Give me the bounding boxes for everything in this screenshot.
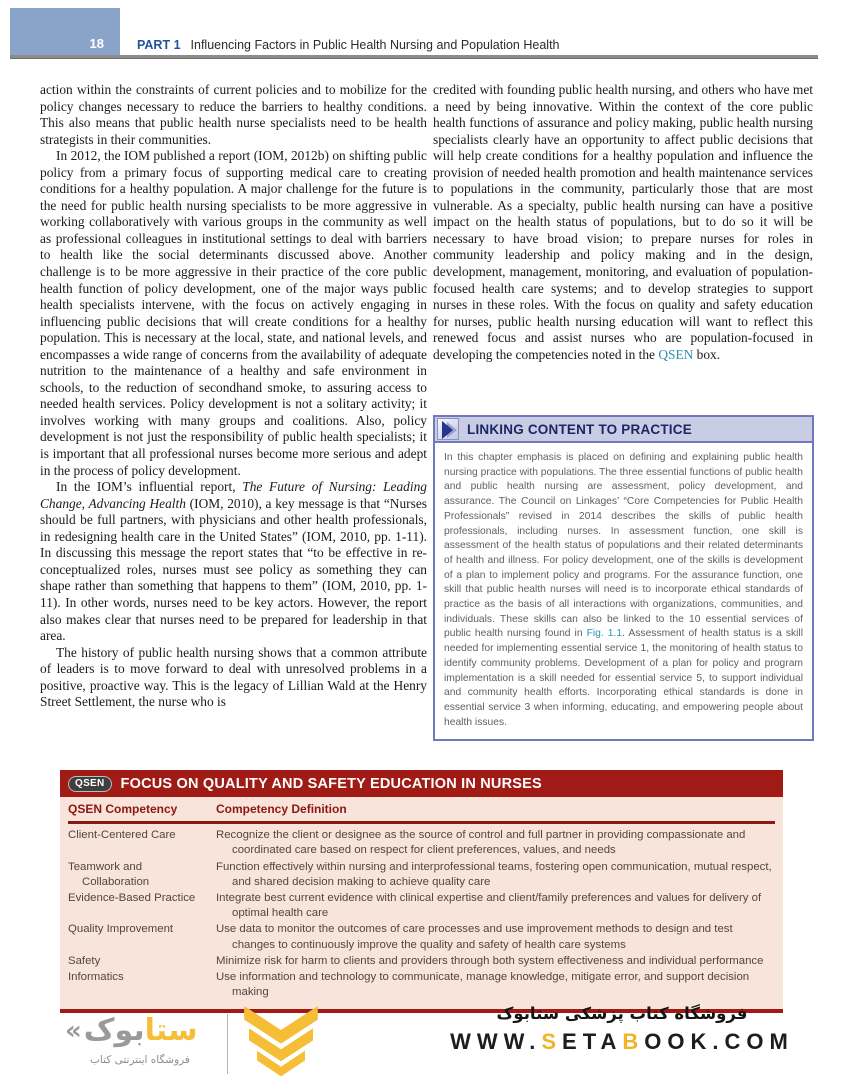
header-rule (10, 55, 818, 59)
definition-cell: Integrate best current evidence with clinical expertise and client/family preferences and values for delivery of optimal health care (216, 892, 762, 920)
part-label: PART 1 (137, 38, 181, 52)
definition-cell: Minimize risk for harm to clients and providers through both system effectiveness and individual performance (216, 954, 764, 967)
competency-cell: Evidence-Based Practice (68, 892, 196, 905)
right-text-column (433, 82, 813, 363)
box-text: . Assessment of health status is a skill needed for implementing essential service 1, the monitoring of health status to identify community problems. Development of a plan for policy and program implementation is a skill needed for essential service 5, to support individual and community health efforts. Incorporating ethical standards is done in essential service 3 when informing, educating, and empowering people about health issues. (444, 628, 803, 728)
page-number-block (10, 8, 120, 57)
qsen-table-body (60, 797, 783, 1013)
column-header-definition: Competency Definition (216, 802, 347, 816)
linking-content-body (435, 443, 812, 739)
column-header-competency: QSEN Competency (68, 802, 178, 816)
table-row (68, 891, 775, 921)
paragraph: In 2012, the IOM published a report (IOM, 2012b) on shifting public policy from a primary focus of supporting medical care to creating conditions for a healthy population. A major challenge for the future is the need for public health nursing specialists to be more aggressive in working collaboratively with various groups in the community as well as professional colleagues in institutional settings to deal with barriers to health like the social determinants discussed above. Another challenge is to be more aggressive in their practice of the core public health function of policy development, one of the major ways public health specialists intervene, with the focus on actively engaging in influencing public decisions that will create conditions for a healthy population. This is necessary at the local, state, and national levels, and encompasses a wide range of concerns from the availability of adequate nutrition to the maintenance of a healthy and safe environment in schools, to the reduction of secondhand smoke, to assuring access to needed health services. Policy development is not a solitary activity; it involves working with many groups and coalitions. Also, policy development is not just the responsibility of public health specialists; it is important that all professional nurses become more serious and adept in the process of policy development. (40, 148, 427, 478)
competency-cell: Teamwork and Collaboration (68, 860, 150, 888)
page-number: 18 (89, 36, 104, 51)
definition-cell: Recognize the client or designee as the source of control and full partner in providing compassionate and coordinated care based on respect for client preferences, values, and needs (216, 829, 746, 857)
website-url[interactable] (430, 1029, 814, 1055)
table-row (68, 970, 775, 1000)
qsen-table (60, 770, 783, 1013)
chevron-emblem-icon (241, 1006, 321, 1080)
footer (0, 1002, 844, 1080)
qsen-table-header (60, 770, 783, 797)
left-text-column (40, 82, 427, 711)
competency-cell: Informatics (68, 971, 124, 984)
url-segment: OOK.COM (644, 1029, 794, 1054)
logo-divider (227, 1014, 228, 1074)
qsen-table-title: FOCUS ON QUALITY AND SAFETY EDUCATION IN NURSES (120, 775, 542, 792)
double-arrow-icon (437, 418, 459, 440)
linking-content-header (435, 417, 812, 443)
paragraph-text: credited with founding public health nursing, and others who have met a need by being innovative. Within the context of the core public health functions of assurance and policy making, public health nursing specialists clearly have an opportunity to affect public decisions that will help create conditions for a healthy population and influence the provision of needed health promotion and health maintenance services to populations in the community, particularly those that are most vulnerable. As a specialty, public health nursing can have a positive impact on the health status of populations, but to do so it will be necessary to have broad vision; to prepare nurses for roles in community leadership and policy making and in the design, development, management, monitoring, and evaluation of population-focused health care systems; and to develop strategies to support nurses in these roles. With the focus on quality and safety education for nurses, public health nursing education will want to reflect this renewed focus and assist nurses who are population-focused in developing the competencies noted in the (433, 82, 813, 362)
competency-cell: Quality Improvement (68, 923, 174, 936)
url-segment-yellow: S (541, 1029, 563, 1054)
qsen-column-headers (68, 802, 775, 824)
figure-crossref-link[interactable]: Fig. 1.1 (586, 628, 623, 640)
paragraph-text: In the IOM’s influential report, (56, 479, 243, 495)
running-header (137, 38, 827, 52)
store-name-persian: فروشگاه کتاب پزشکی ستابوک (496, 1004, 748, 1023)
paragraph (40, 479, 427, 644)
linking-content-title: LINKING CONTENT TO PRACTICE (467, 421, 692, 437)
footer-store-info (430, 1004, 814, 1055)
definition-cell: Function effectively within nursing and interprofessional teams, fostering open communication, mutual respect, and shared decision making to achieve quality care (216, 860, 772, 888)
table-row (68, 828, 775, 858)
setabook-logo[interactable] (65, 1006, 325, 1080)
paragraph (433, 82, 813, 363)
url-segment: WWW. (450, 1029, 542, 1054)
definition-cell: Use data to monitor the outcomes of care processes and use improvement methods to design and test changes to continuously improve the quality and safety of health care systems (216, 923, 733, 951)
qsen-badge: QSEN (68, 776, 112, 792)
book-title-italic: The Future of Nursing: Leading Change, Advancing Health (40, 479, 427, 511)
table-row (68, 860, 775, 890)
paragraph-text: box. (693, 346, 721, 362)
paragraph-text: (IOM, 2010), a key message is that “Nurses should be full partners, with physicians and other health professionals, in redesigning health care in the United States” (IOM, 2010, pp. 1-11). In discussing this message the report states that “to be effective in re-conceptualized roles, nurses must see policy as something they can shape rather than something that happens to them” (IOM, 2010, pp. 1-11). In other words, nurses need to be key actors. However, the report also makes clear that nurses need to be prepared for leadership in that area. (40, 495, 427, 644)
logo-text-gray: بوک (83, 1013, 145, 1048)
competency-cell: Safety (68, 954, 101, 967)
setabook-wordmark (65, 1014, 215, 1048)
url-segment-yellow: B (622, 1029, 645, 1054)
qsen-crossref-link[interactable]: QSEN (658, 346, 694, 362)
competency-cell: Client-Centered Care (68, 829, 176, 842)
box-text: In this chapter emphasis is placed on defining and explaining public health nursing practice with populations. The three essential functions of public health and public health nursing are assessment, policy development, and assurance. The Council on Linkages’ “Core Competencies for Public Health Professionals” revised in 2014 describes the skills of public health professionals, including nurses. In assessment function, one skill is assessment of the health status of populations and their related determinants of health and illness. For policy development, one of the skills is development of a plan to implement policy and programs. For the assurance function, one skill that public health nurses will need is to incorporate ethical standards of practice as the basis of all interactions with organizations, communities, and individuals. These skills can also be linked to the 10 essential services of public health nursing found in (444, 452, 803, 640)
linking-content-box (433, 415, 814, 741)
table-row (68, 922, 775, 952)
table-row (68, 954, 775, 969)
paragraph: action within the constraints of current policies and to mobilize for the policy changes necessary to reduce the barriers to healthy conditions. This also means that public health nurse specialists need to be health strategists in their communities. (40, 82, 427, 147)
definition-cell: Use information and technology to communicate, manage knowledge, mitigate error, and support decision making (216, 971, 750, 999)
logo-text-yellow: ستا (144, 1013, 198, 1048)
paragraph: The history of public health nursing shows that a common attribute of leaders is to move forward to deal with unresolved problems in a positive, proactive way. This is the legacy of Lillian Wald at the Henry Street Settlement, the nurse who is (40, 644, 427, 710)
part-title: Influencing Factors in Public Health Nursing and Population Health (190, 38, 560, 52)
logo-guillemet: « (65, 1016, 82, 1046)
logo-tagline: فروشگاه اینترنتی کتاب (90, 1054, 190, 1066)
url-segment: ETA (562, 1029, 623, 1054)
